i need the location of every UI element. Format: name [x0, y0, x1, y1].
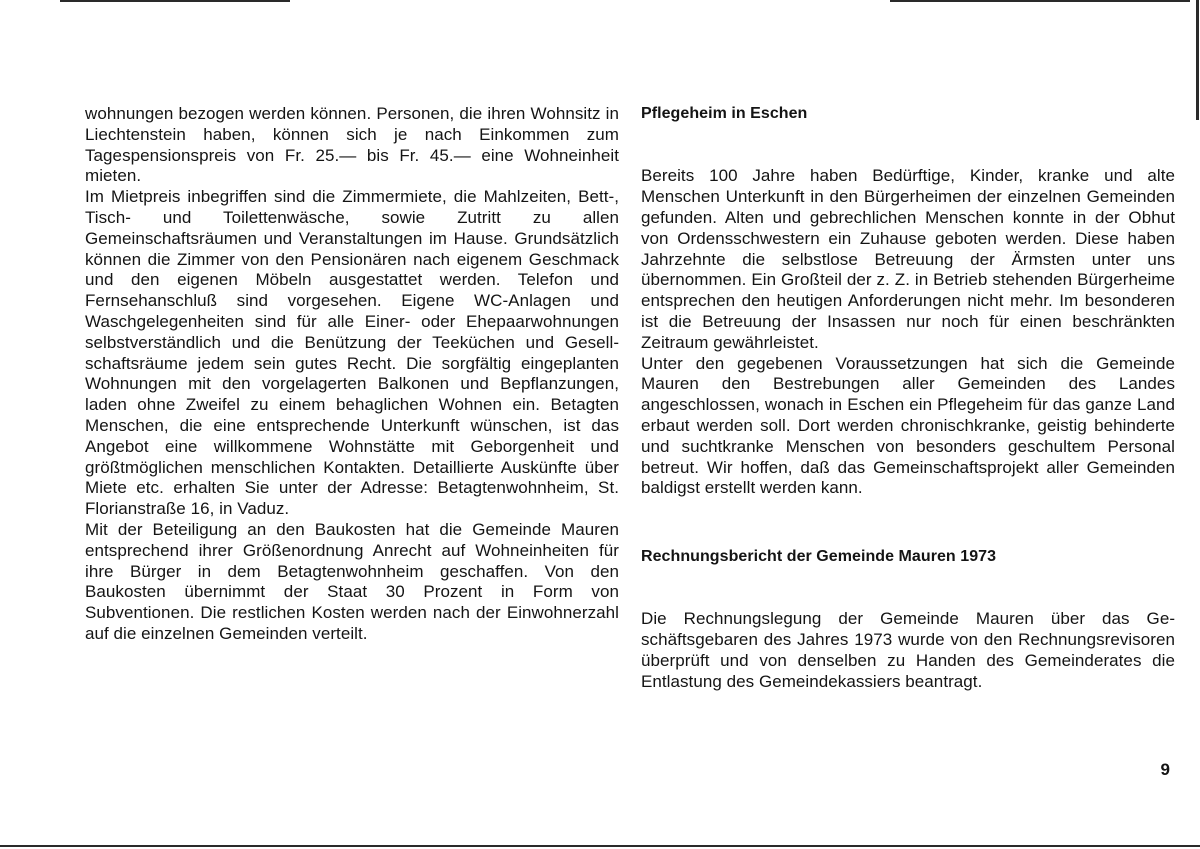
right-edge-rule: [1196, 0, 1199, 120]
left-column: [85, 104, 619, 645]
pflegeheim-paragraph-1: Bereits 100 Jahre haben Bedürftige, Kinder, kranke und alte Menschen Unterkunft in den Bürgerheimen der einzelnen Gemeinden gefunden. Alten und gebrechlichen Menschen konnte in der Obhut von Ordensschwestern ein Zuhause geboten werden. Diese haben Jahrzehnte die selbstlose Betreuung der Ärmsten unter uns übernommen. Ein Großteil der z. Z. in Betrieb stehenden Bürgerheime entsprechen den heutigen Anforderungen nicht mehr. Im besonderen ist die Betreuung der Insassen nur noch für einen beschränkten Zeitraum gewährleistet.: [641, 166, 1175, 352]
section-heading-rechnungsbericht: Rechnungsbericht der Gemeinde Mauren 1973: [641, 547, 997, 565]
top-rule-right: [890, 0, 1190, 2]
left-paragraph-2: Im Mietpreis inbegriffen sind die Zimmermiete, die Mahlzeiten, Bett-, Tisch- und Toilettenwäsche, sowie Zutritt zu allen Gemeinschaftsräumen und Veranstaltungen im Hause. Grundsätzlich können die Zimmer von den Pensionären nach eigenem Geschmack und den eigenen Möbeln ausgestattet werden. Telefon und Fernsehanschluß sind vorgesehen. Eigene WC-Anlagen und Waschgelegenheiten sind für alle Einer- oder Ehepaarwohnungen selbstverständlich und die Benützung der Teeküchen und Gesellschaftsräume jedem sein gutes Recht. Die sorgfältig eingeplanten Wohnungen mit den vorgelagerten Balkonen und Bepflanzungen, laden ohne Zweifel zu einem behaglichen Wohnen ein. Betagten Menschen, die eine entsprechende Unterkunft wünschen, ist das Angebot eine willkommene Wohnstätte mit Geborgenheit und größtmöglichen menschlichen Kontakten. Detaillierte Auskünfte über Miete etc. erhalten Sie unter der Adresse: Betagtenwohnheim, St. Florianstraße 16, in Vaduz.: [85, 187, 619, 519]
section-heading-pflegeheim: Pflegeheim in Eschen: [641, 105, 808, 122]
top-rule-left: [60, 0, 290, 2]
bottom-rule: [0, 845, 1200, 847]
page-number: 9: [1160, 760, 1170, 779]
left-paragraph-1: wohnungen bezogen werden können. Personen, die ihren Wohnsitz in Liechtenstein haben, können sich je nach Einkommen zum Tagespensionspreis von Fr. 25.— bis Fr. 45.— eine Wohneinheit mieten.: [85, 104, 619, 186]
rechnungsbericht-paragraph-1: Die Rechnungslegung der Gemeinde Mauren über das Geschäftsgebaren des Jahres 1973 wurde von den Rechnungsrevisoren überprüft und von denselben zu Handen des Gemeinderates die Entlastung des Gemeindekassiers beantragt.: [641, 609, 1175, 691]
pflegeheim-paragraph-2: Unter den gegebenen Voraussetzungen hat sich die Gemeinde Mauren den Bestrebungen aller Gemeinden des Landes angeschlossen, wonach in Eschen ein Pflegeheim für das ganze Land erbaut werden soll. Dort werden chronischkranke, geistig behinderte und suchtkranke Menschen von besonders geschultem Personal betreut. Wir hoffen, daß das Gemeinschaftsprojekt aller Gemeinden baldigst erstellt werden kann.: [641, 353, 1175, 498]
left-paragraph-3: Mit der Beteiligung an den Baukosten hat die Gemeinde Mauren entsprechend ihrer Größenordnung Anrecht auf Wohneinheiten für ihre Bürger in dem Betagtenwohnheim geschaffen. Von den Baukosten übernimmt der Staat 30 Prozent in Form von Subventionen. Die restlichen Kosten werden nach der Einwohnerzahl auf die einzelnen Gemeinden verteilt.: [85, 519, 619, 643]
right-column: [641, 104, 1175, 692]
